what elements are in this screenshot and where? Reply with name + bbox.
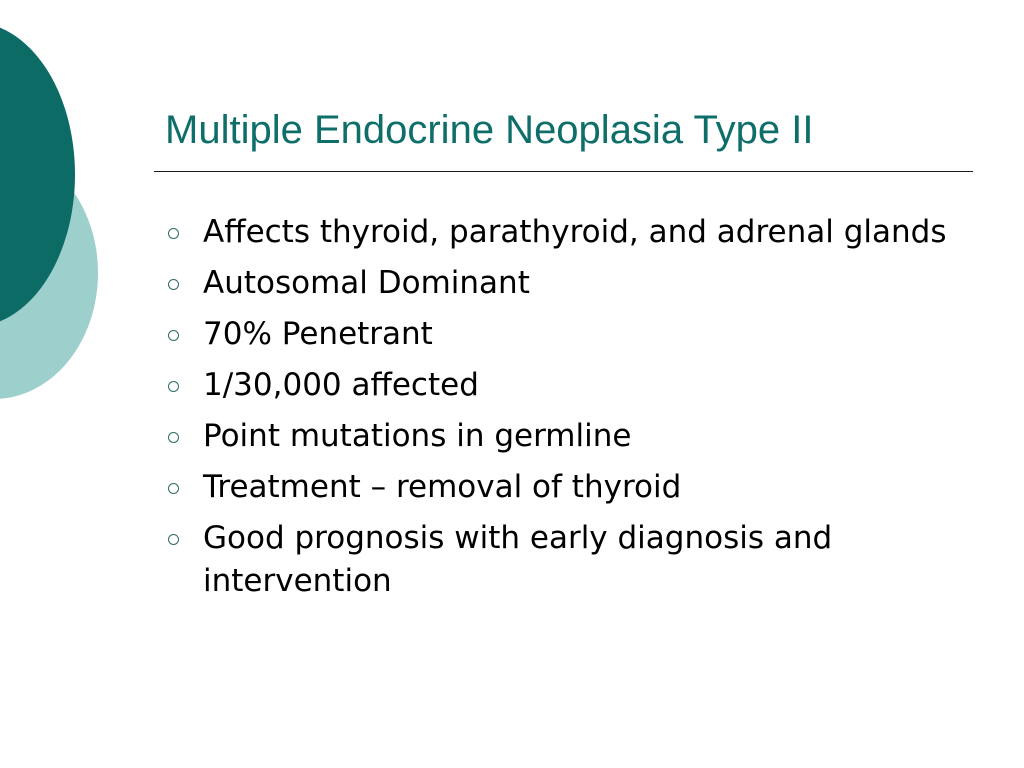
bullet-text: 1/30,000 affected (203, 367, 479, 403)
hollow-circle-bullet-icon (168, 279, 179, 290)
bullet-item (160, 262, 960, 305)
bullet-text: Affects thyroid, parathyroid, and adrenal glands (203, 214, 947, 250)
bullet-text: Treatment – removal of thyroid (203, 469, 682, 505)
hollow-circle-bullet-icon (168, 330, 179, 341)
bullet-text: Good prognosis with early diagnosis and intervention (203, 520, 833, 599)
bullet-text: 70% Penetrant (203, 316, 433, 352)
hollow-circle-bullet-icon (168, 228, 179, 239)
slide-title: Multiple Endocrine Neoplasia Type II (165, 108, 814, 152)
title-divider (154, 171, 973, 172)
bullet-item (160, 211, 960, 254)
bullet-text: Autosomal Dominant (203, 265, 530, 301)
hollow-circle-bullet-icon (168, 534, 179, 545)
bullet-text: Point mutations in germline (203, 418, 632, 454)
bullet-item (160, 466, 960, 509)
hollow-circle-bullet-icon (168, 381, 179, 392)
bullet-item (160, 517, 960, 603)
hollow-circle-bullet-icon (168, 432, 179, 443)
bullet-item (160, 364, 960, 407)
bullet-list (160, 211, 960, 611)
hollow-circle-bullet-icon (168, 483, 179, 494)
bullet-item (160, 313, 960, 356)
bullet-item (160, 415, 960, 458)
